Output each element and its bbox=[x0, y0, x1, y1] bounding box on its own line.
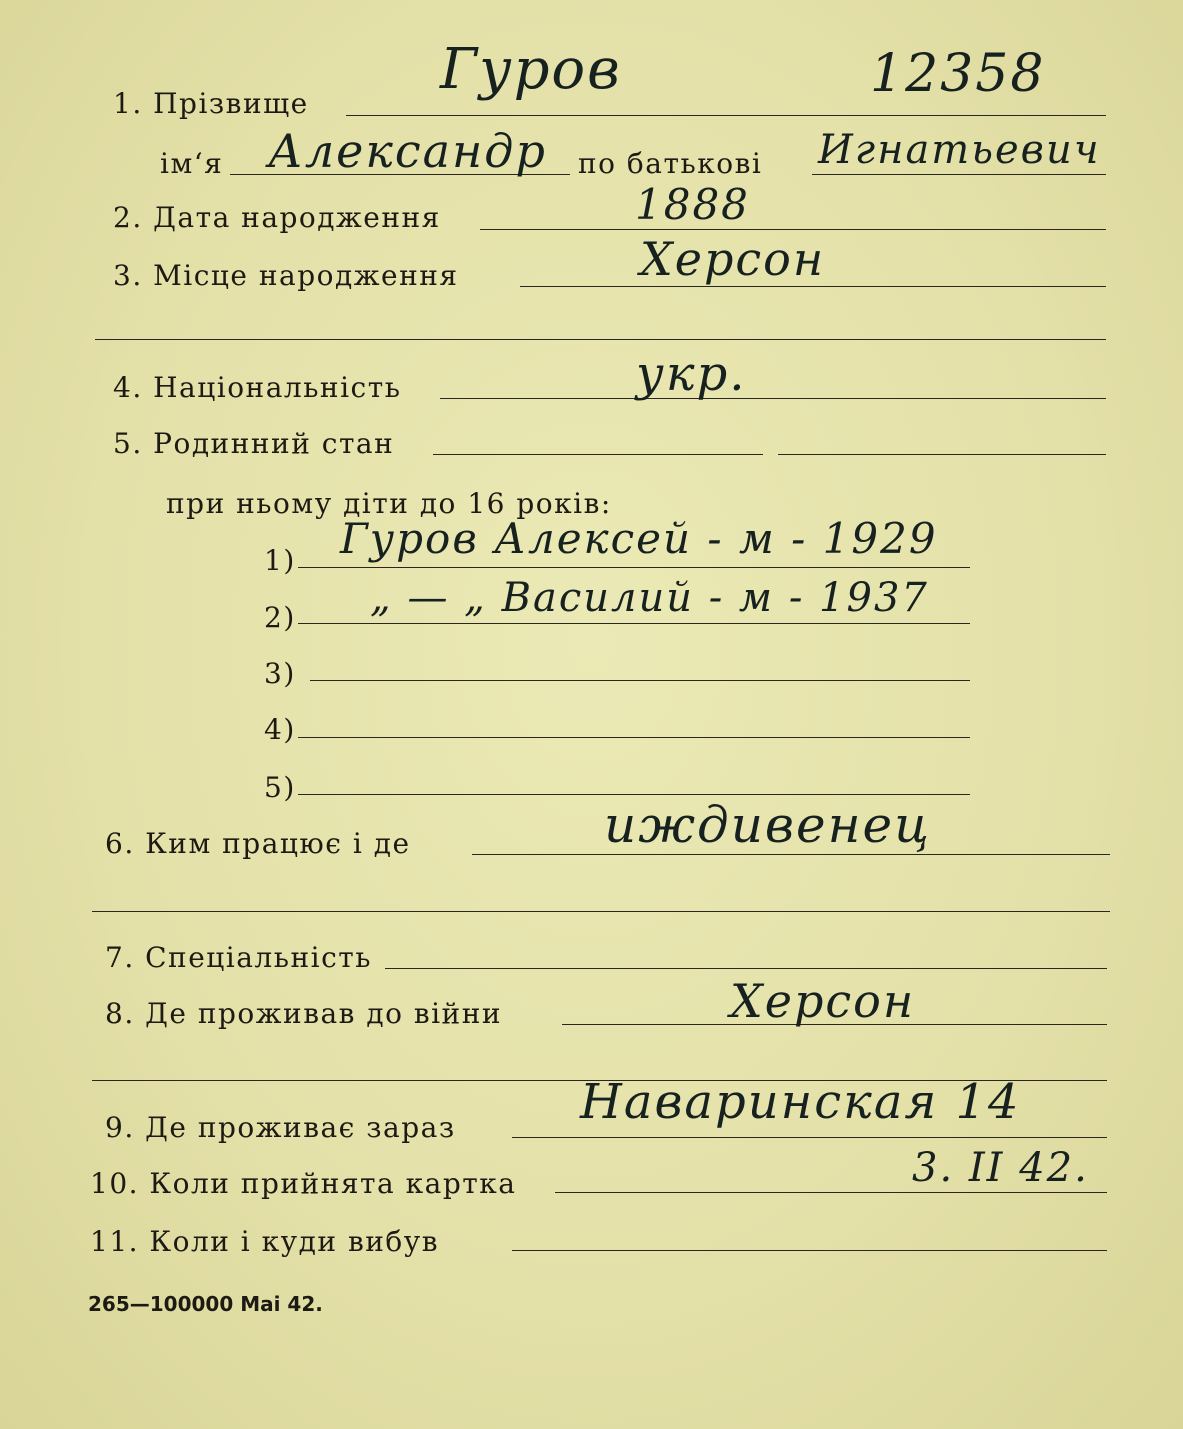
child-line-4 bbox=[298, 737, 970, 738]
card-accepted-line bbox=[555, 1192, 1107, 1193]
child-line-3 bbox=[310, 680, 970, 681]
birth-place-line-2 bbox=[95, 339, 1106, 340]
patronymic-line bbox=[812, 174, 1106, 175]
specialty-label: 7. Спеціальність bbox=[105, 941, 372, 974]
card-accepted-label: 10. Коли прийнята картка bbox=[90, 1167, 517, 1200]
child-number-3: 3) bbox=[264, 657, 296, 690]
work-label: 6. Ким працює і де bbox=[105, 827, 411, 860]
surname-value: Гуров bbox=[440, 37, 622, 102]
patronymic-label: по батькові bbox=[578, 147, 763, 180]
child-line-5 bbox=[298, 794, 970, 795]
print-run-footer: 265—100000 Mai 42. bbox=[88, 1292, 323, 1316]
prewar-residence-label: 8. Де проживав до війни bbox=[105, 997, 503, 1030]
child-line-2 bbox=[298, 623, 970, 624]
nationality-value: укр. bbox=[636, 346, 747, 402]
work-line bbox=[472, 854, 1110, 855]
departure-label: 11. Коли і куди вибув bbox=[90, 1225, 439, 1258]
birth-date-label: 2. Дата народження bbox=[113, 201, 441, 234]
child-number-4: 4) bbox=[264, 713, 296, 746]
child-number-2: 2) bbox=[264, 601, 296, 634]
work-value: иждивенец bbox=[604, 796, 932, 854]
birth-place-value: Херсон bbox=[640, 232, 826, 286]
prewar-residence-value: Херсон bbox=[730, 974, 916, 1028]
child-1-value: Гуров Алексей - м - 1929 bbox=[340, 514, 938, 563]
current-residence-line bbox=[512, 1137, 1107, 1138]
surname-line bbox=[346, 115, 1106, 116]
child-number-1: 1) bbox=[264, 544, 296, 577]
marital-status-line-a bbox=[433, 454, 763, 455]
children-label: при ньому діти до 16 років: bbox=[166, 487, 612, 520]
marital-status-label: 5. Родинний стан bbox=[113, 427, 395, 460]
current-residence-label: 9. Де проживає зараз bbox=[105, 1111, 456, 1144]
surname-label: 1. Прізвище bbox=[113, 87, 309, 120]
patronymic-value: Игнатьевич bbox=[818, 127, 1101, 173]
work-line-2 bbox=[92, 911, 1110, 912]
specialty-line bbox=[385, 968, 1107, 969]
marital-status-line-b bbox=[778, 454, 1106, 455]
child-line-1 bbox=[298, 567, 970, 568]
nationality-line bbox=[440, 398, 1106, 399]
departure-line bbox=[512, 1250, 1107, 1251]
first-name-value: Александр bbox=[268, 124, 547, 178]
card-accepted-value: 3. II 42. bbox=[912, 1145, 1089, 1191]
child-number-5: 5) bbox=[264, 771, 296, 804]
birth-date-value: 1888 bbox=[635, 180, 750, 229]
child-2-value: „ — „ Василий - м - 1937 bbox=[370, 575, 929, 621]
birth-place-line bbox=[520, 286, 1106, 287]
nationality-label: 4. Національність bbox=[113, 371, 402, 404]
current-residence-value: Наваринская 14 bbox=[580, 1074, 1021, 1130]
first-name-label: ім‘я bbox=[160, 147, 224, 180]
birth-date-line bbox=[480, 229, 1106, 230]
card-number: 12358 bbox=[870, 44, 1046, 104]
birth-place-label: 3. Місце народження bbox=[113, 259, 459, 292]
